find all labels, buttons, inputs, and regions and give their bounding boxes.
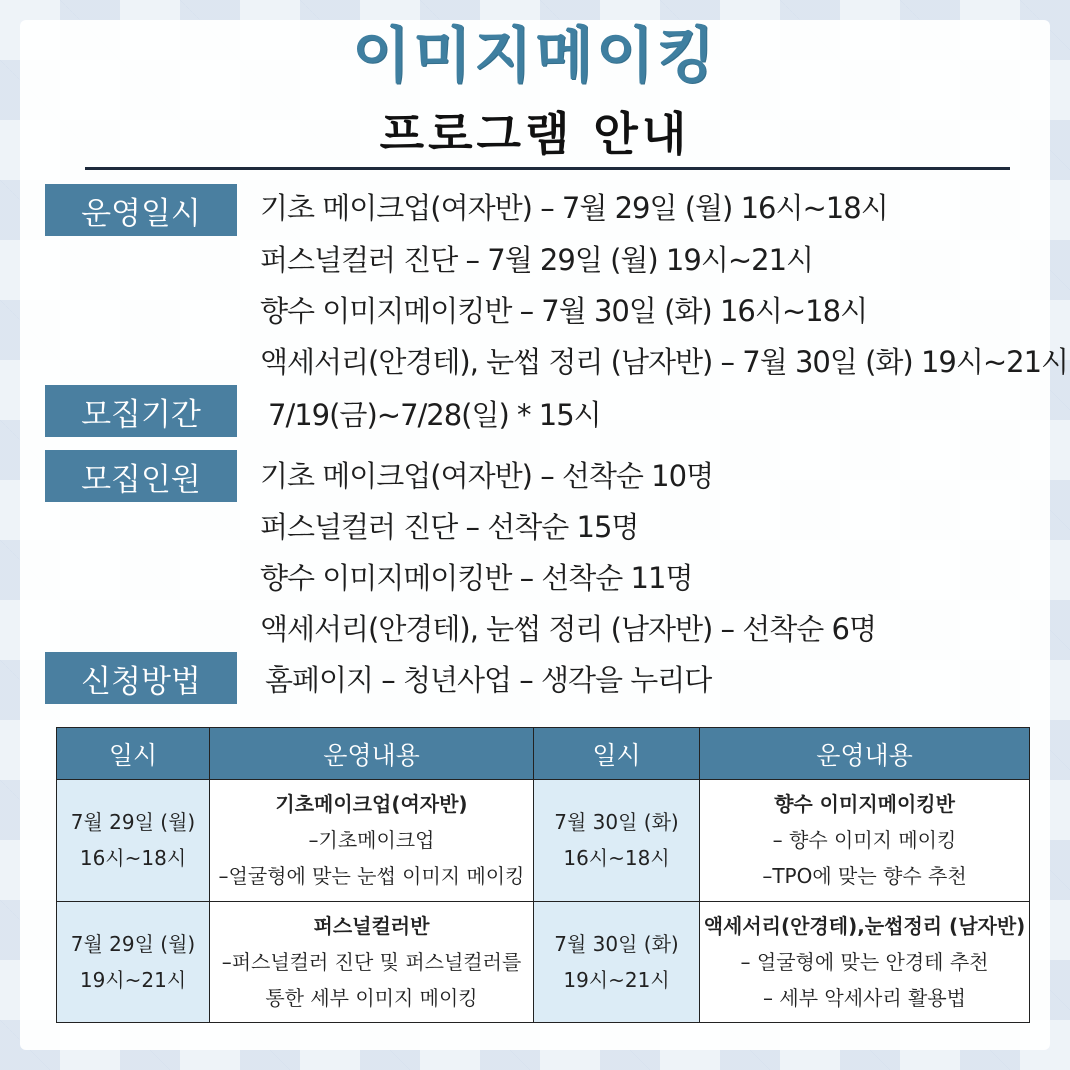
program-title: 기초메이크업(여자반): [275, 792, 468, 817]
capacity-line: 퍼스널컬러 진단 – 선착순 15명: [260, 510, 639, 544]
apply-label: 신청방법: [45, 652, 237, 704]
poster-subtitle: 프로그램 안내: [379, 107, 691, 161]
header-date: 일시: [534, 728, 700, 780]
content-cell: [700, 901, 1030, 1023]
date-cell: [534, 901, 700, 1023]
time-text: 19시~21시: [79, 967, 187, 992]
program-title: 퍼스널컬러반: [313, 913, 430, 938]
apply-line: 홈페이지 – 청년사업 – 생각을 누리다: [265, 663, 712, 697]
poster-title: 이미지메이킹: [352, 21, 718, 91]
program-title: 액세서리(안경테),눈썹정리 (남자반): [703, 913, 1026, 938]
program-detail: – 얼굴형에 맞는 안경테 추천: [740, 949, 989, 974]
capacity-line: 액세서리(안경테), 눈썹 정리 (남자반) – 선착순 6명: [260, 612, 876, 646]
time-text: 16시~18시: [79, 846, 187, 871]
date-cell: [534, 780, 700, 902]
header-date: 일시: [57, 728, 210, 780]
content-cell: [210, 901, 534, 1023]
program-detail: –TPO에 맞는 향수 추천: [762, 864, 967, 889]
program-detail: – 향수 이미지 메이킹: [772, 828, 957, 853]
content-cell: [700, 780, 1030, 902]
schedule-line: 퍼스널컬러 진단 – 7월 29일 (월) 19시~21시: [260, 243, 814, 277]
table-row: [57, 780, 1030, 902]
schedule-line: 향수 이미지메이킹반 – 7월 30일 (화) 16시~18시: [260, 294, 868, 328]
date-cell: [57, 780, 210, 902]
program-detail: 통한 세부 이미지 메이킹: [265, 985, 478, 1010]
program-detail: –퍼스널컬러 진단 및 퍼스널컬러를: [221, 949, 522, 974]
program-detail: –기초메이크업: [308, 828, 435, 853]
program-title: 향수 이미지메이킹반: [774, 792, 955, 817]
schedule-table: [56, 727, 1030, 1023]
date-text: 7월 29일 (월): [70, 931, 196, 956]
header-content: 운영내용: [700, 728, 1030, 780]
capacity-line: 향수 이미지메이킹반 – 선착순 11명: [260, 561, 693, 595]
period-line: 7/19(금)~7/28(일) * 15시: [268, 398, 601, 432]
program-detail: – 세부 악세사리 활용법: [763, 985, 966, 1010]
time-text: 19시~21시: [563, 967, 670, 992]
date-text: 7월 30일 (화): [554, 810, 679, 835]
time-text: 16시~18시: [563, 846, 670, 871]
date-text: 7월 30일 (화): [554, 931, 679, 956]
capacity-line: 기초 메이크업(여자반) – 선착순 10명: [260, 459, 714, 493]
title-divider: [85, 167, 1010, 170]
capacity-label: 모집인원: [45, 450, 237, 502]
date-cell: [57, 901, 210, 1023]
table-row: [57, 901, 1030, 1023]
content-cell: [210, 780, 534, 902]
schedule-line: 기초 메이크업(여자반) – 7월 29일 (월) 16시~18시: [260, 191, 888, 225]
header-content: 운영내용: [210, 728, 534, 780]
period-label: 모집기간: [45, 385, 237, 437]
program-detail: –얼굴형에 맞는 눈썹 이미지 메이킹: [218, 864, 525, 889]
schedule-label: 운영일시: [45, 184, 237, 236]
date-text: 7월 29일 (월): [70, 810, 196, 835]
table-header-row: [57, 728, 1030, 780]
schedule-line: 액세서리(안경테), 눈썹 정리 (남자반) – 7월 30일 (화) 19시~21시: [260, 345, 1069, 379]
